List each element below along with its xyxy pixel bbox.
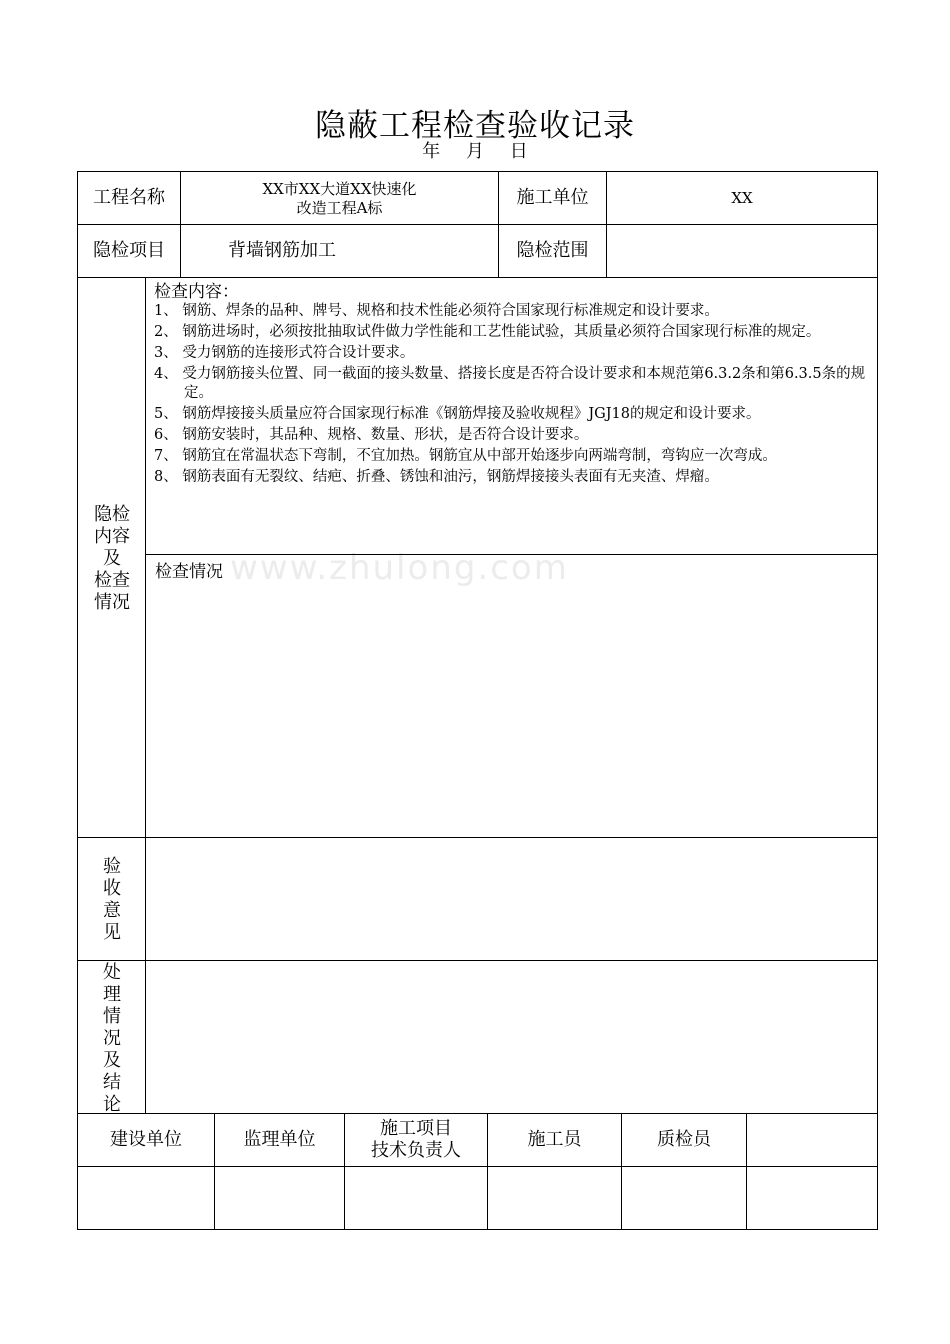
col-divider: [145, 277, 146, 1113]
vertical-char: 意: [103, 900, 121, 921]
inspection-content: [154, 282, 869, 489]
date-month: 月: [466, 141, 484, 162]
row-divider: [77, 837, 878, 838]
vertical-char: 情: [103, 1006, 121, 1027]
content-item: 2、 钢筋进场时，必须按批抽取试件做力学性能和工艺性能试验，其质量必须符合国家现行标准的规定。: [154, 324, 821, 340]
content-item: 6、 钢筋安装时，其品种、规格、数量、形状，是否符合设计要求。: [154, 427, 589, 443]
content-item: 5、 钢筋焊接接头质量应符合国家现行标准《钢筋焊接及验收规程》JGJ18的规定和设计要求。: [154, 406, 761, 422]
content-item: 3、 受力钢筋的连接形式符合设计要求。: [154, 345, 415, 361]
section-label-inspection: 隐检 内容 及 检查 情况: [94, 504, 130, 613]
project-name-value: [181, 176, 498, 222]
vertical-char: 论: [103, 1094, 121, 1115]
vertical-char: 见: [103, 922, 121, 943]
watermark: www.zhulong.com: [230, 548, 569, 588]
content-item: 8、 钢筋表面有无裂纹、结疤、折叠、锈蚀和油污，钢筋焊接接头表面有无夹渣、焊瘤。: [154, 469, 719, 485]
inspection-scope-value: [607, 225, 877, 277]
date-line: [0, 137, 950, 163]
vertical-char: 及: [103, 1050, 121, 1071]
vertical-char: 结: [103, 1072, 121, 1093]
handling-conclusion-label: [92, 962, 132, 1116]
content-item: 7、 钢筋宜在常温状态下弯制，不宜加热。钢筋宜从中部开始逐步向两端弯制，弯钩应一次弯成。: [154, 448, 777, 464]
inspection-item-value: 背墙钢筋加工: [228, 240, 336, 261]
row-divider: [77, 960, 878, 961]
sign-header-owner: 建设单位: [110, 1129, 182, 1150]
project-name-line2: 改造工程A标: [296, 199, 383, 217]
content-item: 4、 受力钢筋接头位置、同一截面的接头数量、搭接长度是否符合设计要求和本规范第6.3.2条和第6.3.5条的规定。: [154, 366, 866, 401]
vertical-char: 处: [103, 962, 121, 983]
construction-unit-label: 施工单位: [516, 187, 589, 208]
project-name-label: 工程名称: [93, 187, 165, 208]
sign-header-supervisor: 监理单位: [243, 1129, 316, 1150]
sign-header-constructor: 施工员: [527, 1129, 582, 1150]
row-divider: [77, 1166, 878, 1167]
inspection-scope-label: 隐检范围: [516, 240, 589, 261]
inspection-situation-label: 检查情况: [155, 562, 223, 582]
document-title: 隐蔽工程检查验收记录: [315, 108, 635, 144]
acceptance-opinion-label: [92, 856, 132, 944]
sign-header-blank: [747, 1114, 877, 1166]
date-year: 年: [422, 141, 441, 162]
vertical-char: 验: [103, 856, 121, 877]
date-day: 日: [509, 141, 528, 162]
vertical-char: 收: [103, 878, 121, 899]
vertical-char: 理: [103, 984, 121, 1005]
handling-conclusion-text: [92, 962, 132, 1116]
vertical-char: 况: [103, 1028, 121, 1049]
inspection-item-label: 隐检项目: [93, 240, 165, 261]
row-divider: [77, 277, 878, 278]
row-divider: [145, 554, 878, 555]
construction-unit-value: XX: [731, 188, 753, 207]
content-item: 1、 钢筋、焊条的品种、牌号、规格和技术性能必须符合国家现行标准规定和设计要求。: [154, 303, 719, 319]
project-name-line1: XX市XX大道XX快速化: [262, 180, 417, 198]
sign-header-tech-lead: 施工项目 技术负责人: [371, 1118, 461, 1161]
acceptance-opinion-text: [92, 856, 132, 944]
content-header: 检查内容：: [154, 282, 239, 302]
sign-header-quality-inspector: 质检员: [657, 1129, 711, 1150]
